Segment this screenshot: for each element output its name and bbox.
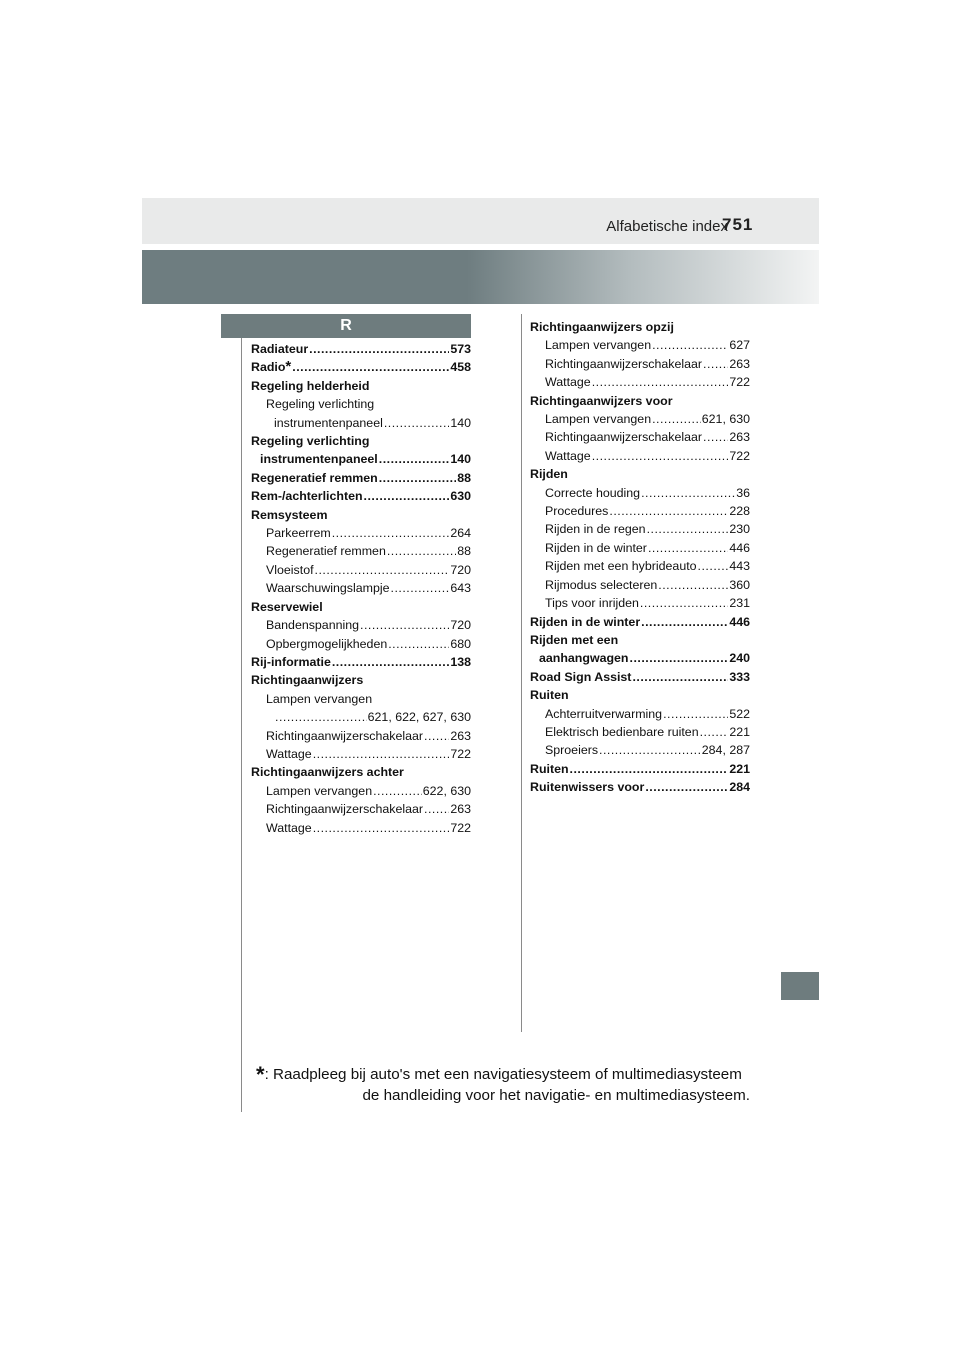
entry-term: instrumentenpaneel bbox=[274, 415, 383, 430]
index-entry bbox=[530, 502, 750, 520]
index-entry bbox=[530, 373, 750, 391]
index-entry bbox=[251, 635, 471, 653]
entry-page-ref: 36 bbox=[736, 485, 750, 500]
index-entry bbox=[251, 690, 471, 708]
index-entry: Radio * ..... 458 bbox=[251, 358, 471, 376]
index-entry bbox=[530, 594, 750, 612]
entry-term: Achterruitverwarming bbox=[545, 706, 663, 721]
entry-page-ref: 88 bbox=[457, 470, 471, 485]
entry-page-ref: 630 bbox=[450, 489, 471, 504]
entry-term: Rijden in de winter bbox=[530, 614, 641, 629]
index-entry bbox=[251, 653, 471, 671]
entry-page-ref: 231 bbox=[729, 596, 750, 611]
entry-page-ref: 621, 622, 627, 630 bbox=[367, 710, 471, 725]
footnote-line-1 bbox=[256, 1064, 750, 1085]
entry-page-ref: 263 bbox=[450, 728, 471, 743]
dot-leader bbox=[652, 410, 701, 428]
entry-term: Regeneratief remmen bbox=[251, 470, 378, 485]
index-entry bbox=[251, 782, 471, 800]
entry-page-ref: 140 bbox=[450, 452, 471, 467]
left-divider bbox=[241, 338, 242, 1112]
entry-term: Richtingaanwijzerschakelaar bbox=[545, 430, 703, 445]
index-entry bbox=[530, 723, 750, 741]
chapter-band bbox=[142, 250, 819, 304]
dot-leader bbox=[640, 594, 728, 612]
index-entry bbox=[251, 819, 471, 837]
entry-term: Sproeiers bbox=[545, 743, 599, 758]
entry-page-ref: 627 bbox=[729, 338, 750, 353]
entry-term: Rijden met een bbox=[530, 632, 619, 647]
index-entry bbox=[530, 447, 750, 465]
entry-page-ref: 443 bbox=[729, 559, 750, 574]
dot-leader bbox=[313, 819, 450, 837]
index-entry bbox=[251, 671, 471, 689]
dot-leader bbox=[698, 557, 729, 575]
dot-leader bbox=[364, 487, 450, 505]
index-entry bbox=[530, 668, 750, 686]
index-entry bbox=[530, 741, 750, 759]
dot-leader bbox=[647, 520, 729, 538]
entry-term: Regeling verlichting bbox=[251, 434, 370, 449]
entry-term: Reservewiel bbox=[251, 599, 323, 614]
entry-term: Richtingaanwijzerschakelaar bbox=[266, 728, 424, 743]
index-entry bbox=[530, 520, 750, 538]
entry-term: Rem-/achterlichten bbox=[251, 489, 363, 504]
dot-leader bbox=[292, 358, 449, 376]
entry-term: Richtingaanwijzers bbox=[251, 673, 364, 688]
index-column-right bbox=[530, 318, 750, 797]
dot-leader bbox=[570, 760, 729, 778]
index-entry bbox=[530, 355, 750, 373]
index-entry bbox=[530, 705, 750, 723]
dot-leader bbox=[360, 616, 449, 634]
entry-page-ref: 680 bbox=[450, 636, 471, 651]
index-entry bbox=[530, 686, 750, 704]
entry-page-ref: 284, 287 bbox=[701, 743, 750, 758]
entry-term: Remsysteem bbox=[251, 507, 328, 522]
dot-leader bbox=[388, 635, 449, 653]
entry-term: Regeling verlichting bbox=[266, 397, 375, 412]
index-entry bbox=[530, 410, 750, 428]
footnote-line-2: de handleiding voor het navigatie- en multimediasysteem. bbox=[362, 1087, 750, 1104]
entry-term: Waarschuwingslampje bbox=[266, 581, 390, 596]
index-entry bbox=[251, 542, 471, 560]
entry-term: Procedures bbox=[545, 504, 609, 519]
entry-page-ref: 446 bbox=[729, 540, 750, 555]
entry-term: Radiateur bbox=[251, 342, 309, 356]
dot-leader bbox=[652, 336, 728, 354]
entry-term: Regeling helderheid bbox=[251, 378, 370, 393]
dot-leader bbox=[315, 561, 450, 579]
entry-term: Wattage bbox=[266, 820, 312, 835]
dot-leader bbox=[275, 708, 367, 726]
entry-term: Regeneratief remmen bbox=[266, 544, 386, 559]
entry-page-ref: 140 bbox=[450, 415, 471, 430]
entry-page-ref: 722 bbox=[450, 746, 471, 761]
entry-page-ref: 621, 630 bbox=[701, 412, 750, 427]
dot-leader bbox=[332, 653, 449, 671]
dot-leader bbox=[379, 469, 456, 487]
entry-page-ref: 643 bbox=[450, 581, 471, 596]
entry-term: Radio bbox=[251, 360, 286, 375]
entry-page-ref: 573 bbox=[450, 342, 471, 356]
entry-term: aanhangwagen bbox=[539, 651, 629, 666]
entry-page-ref: 446 bbox=[729, 614, 750, 629]
dot-leader bbox=[703, 355, 728, 373]
entry-page-ref: 88 bbox=[457, 544, 471, 559]
dot-leader bbox=[641, 613, 728, 631]
entry-term: Rij-informatie bbox=[251, 654, 331, 669]
dot-leader bbox=[609, 502, 728, 520]
entry-page-ref: 221 bbox=[729, 761, 750, 776]
entry-page-ref: 722 bbox=[729, 448, 750, 463]
entry-term: Vloeistof bbox=[266, 562, 314, 577]
index-entry bbox=[530, 760, 750, 778]
entry-page-ref: 264 bbox=[450, 526, 471, 541]
index-entry bbox=[251, 450, 471, 468]
dot-leader bbox=[424, 800, 449, 818]
index-entry bbox=[251, 377, 471, 395]
index-letter-heading: R bbox=[221, 314, 471, 338]
entry-term: Wattage bbox=[545, 448, 591, 463]
entry-page-ref: 240 bbox=[729, 651, 750, 666]
dot-leader bbox=[703, 428, 728, 446]
entry-term: Wattage bbox=[266, 746, 312, 761]
dot-leader bbox=[384, 414, 449, 432]
entry-term: Rijden in de winter bbox=[545, 540, 647, 555]
entry-page-ref: 138 bbox=[450, 654, 471, 669]
entry-term: Rijmodus selecteren bbox=[545, 577, 658, 592]
entry-page-ref: 722 bbox=[450, 820, 471, 835]
entry-term: Rijden met een hybrideauto bbox=[545, 559, 697, 574]
entry-term: instrumentenpaneel bbox=[260, 452, 378, 467]
entry-page-ref: 458 bbox=[450, 360, 471, 375]
dot-leader bbox=[632, 668, 728, 686]
index-entry bbox=[530, 576, 750, 594]
index-entry bbox=[251, 469, 471, 487]
dot-leader bbox=[700, 723, 729, 741]
entry-page-ref: 333 bbox=[729, 669, 750, 684]
entry-term: Ruiten bbox=[530, 688, 569, 703]
entry-term: Ruitenwissers voor bbox=[530, 780, 645, 795]
entry-term: Richtingaanwijzers voor bbox=[530, 393, 673, 408]
index-entry bbox=[251, 763, 471, 781]
dot-leader bbox=[332, 524, 450, 542]
index-entry bbox=[251, 800, 471, 818]
dot-leader bbox=[645, 778, 728, 796]
entry-term: Richtingaanwijzers achter bbox=[251, 765, 404, 780]
column-divider bbox=[521, 314, 522, 1032]
footnote-star: * bbox=[256, 1062, 265, 1087]
entry-term: Rijden bbox=[530, 467, 568, 482]
entry-page-ref: 263 bbox=[729, 356, 750, 371]
entry-term: Richtingaanwijzers opzij bbox=[530, 320, 674, 334]
chapter-side-tab bbox=[781, 972, 819, 1000]
index-entry bbox=[251, 395, 471, 413]
entry-term: Correcte houding bbox=[545, 485, 641, 500]
dot-leader bbox=[379, 450, 450, 468]
index-entry bbox=[251, 616, 471, 634]
index-column-left bbox=[251, 340, 471, 837]
entry-term: Lampen vervangen bbox=[266, 783, 373, 798]
page-number: 751 bbox=[722, 215, 754, 234]
entry-term: Lampen vervangen bbox=[266, 691, 373, 706]
dot-leader bbox=[309, 340, 449, 358]
entry-term: Opbergmogelijkheden bbox=[266, 636, 388, 651]
entry-term: Road Sign Assist bbox=[530, 669, 632, 684]
index-entry bbox=[251, 414, 471, 432]
index-entry bbox=[251, 745, 471, 763]
entry-page-ref: 522 bbox=[729, 706, 750, 721]
index-entry bbox=[530, 539, 750, 557]
section-title: Alfabetische index bbox=[606, 218, 728, 235]
entry-page-ref: 284 bbox=[729, 780, 750, 795]
entry-term: Ruiten bbox=[530, 761, 569, 776]
index-entry bbox=[530, 649, 750, 667]
index-entry bbox=[530, 613, 750, 631]
dot-leader bbox=[663, 705, 728, 723]
entry-term: Elektrisch bedienbare ruiten bbox=[545, 724, 699, 739]
index-entry bbox=[251, 506, 471, 524]
index-entry bbox=[530, 778, 750, 796]
footnote bbox=[256, 1064, 750, 1106]
index-entry bbox=[251, 487, 471, 505]
entry-page-ref: 622, 630 bbox=[422, 783, 471, 798]
dot-leader bbox=[648, 539, 728, 557]
index-entry bbox=[530, 318, 750, 336]
entry-page-ref: 221 bbox=[729, 724, 750, 739]
index-entry bbox=[251, 708, 471, 726]
index-entry bbox=[251, 340, 471, 358]
entry-term: Bandenspanning bbox=[266, 618, 360, 633]
index-entry bbox=[530, 484, 750, 502]
entry-page-ref: 720 bbox=[450, 618, 471, 633]
entry-page-ref: 722 bbox=[729, 375, 750, 390]
entry-page-ref: 230 bbox=[729, 522, 750, 537]
index-entry bbox=[530, 631, 750, 649]
entry-term: Parkeerrem bbox=[266, 526, 331, 541]
index-entry bbox=[251, 561, 471, 579]
dot-leader bbox=[391, 579, 450, 597]
entry-term: Wattage bbox=[545, 375, 591, 390]
dot-leader bbox=[592, 447, 729, 465]
dot-leader bbox=[658, 576, 728, 594]
entry-term: Richtingaanwijzerschakelaar bbox=[266, 802, 424, 817]
entry-term: Richtingaanwijzerschakelaar bbox=[545, 356, 703, 371]
entry-page-ref: 720 bbox=[450, 562, 471, 577]
entry-term: Rijden in de regen bbox=[545, 522, 646, 537]
dot-leader bbox=[592, 373, 729, 391]
entry-page-ref: 228 bbox=[729, 504, 750, 519]
dot-leader bbox=[387, 542, 456, 560]
index-entry bbox=[251, 727, 471, 745]
index-entry bbox=[530, 428, 750, 446]
dot-leader bbox=[313, 745, 450, 763]
dot-leader bbox=[599, 741, 701, 759]
footnote-text-1: : Raadpleeg bij auto's met een navigatiesysteem of multimediasysteem bbox=[264, 1066, 742, 1083]
index-entry bbox=[251, 579, 471, 597]
index-entry bbox=[251, 432, 471, 450]
entry-page-ref: 263 bbox=[729, 430, 750, 445]
index-entry bbox=[530, 336, 750, 354]
dot-leader bbox=[424, 727, 449, 745]
entry-term: Lampen vervangen bbox=[545, 338, 652, 353]
index-entry bbox=[251, 598, 471, 616]
index-entry bbox=[530, 557, 750, 575]
entry-term: Lampen vervangen bbox=[545, 412, 652, 427]
entry-page-ref: 360 bbox=[729, 577, 750, 592]
index-entry bbox=[530, 392, 750, 410]
entry-term: Tips voor inrijden bbox=[545, 596, 639, 611]
entry-page-ref: 263 bbox=[450, 802, 471, 817]
index-entry bbox=[251, 524, 471, 542]
dot-leader bbox=[373, 782, 422, 800]
index-entry bbox=[530, 465, 750, 483]
dot-leader bbox=[641, 484, 735, 502]
dot-leader bbox=[630, 649, 729, 667]
